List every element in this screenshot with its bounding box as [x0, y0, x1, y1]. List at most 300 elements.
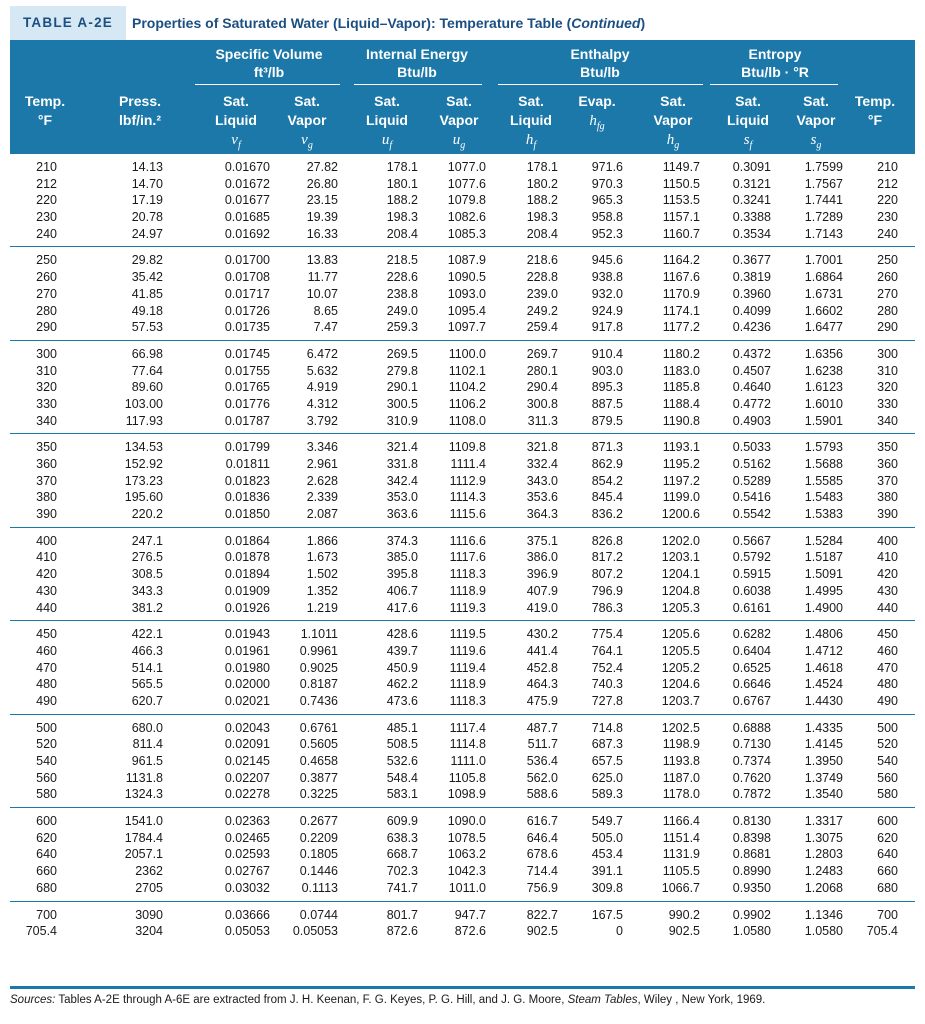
col-line1: Sat.: [735, 93, 761, 109]
table-cell: 450.9: [386, 660, 418, 675]
table-cell: 27.82: [306, 160, 338, 174]
table-cell: 1100.0: [448, 346, 486, 361]
table-cell: 343.0: [526, 473, 558, 488]
table-cell: 342.4: [386, 473, 418, 488]
table-cell: 514.1: [131, 660, 163, 675]
col-line3: [633, 130, 713, 155]
table-cell: 0.01811: [225, 457, 270, 471]
table-cell: 260: [36, 270, 57, 285]
table-cell: 300: [36, 346, 57, 361]
table-cell: 0.01685: [224, 210, 270, 225]
table-cell: 0.02000: [224, 677, 270, 692]
table-cell: 417.6: [386, 600, 418, 615]
table-cell: 453.4: [591, 847, 623, 862]
table-cell: 290: [36, 320, 57, 335]
table-cell: 280: [36, 303, 57, 318]
table-cell: 178.1: [386, 160, 418, 174]
table-row: [10, 363, 915, 380]
table-cell: 308.5: [131, 567, 163, 582]
group-name: Internal Energy: [366, 46, 468, 62]
table-cell: 1.2068: [804, 880, 843, 895]
table-cell: 230: [36, 210, 57, 225]
table-cell: 872.6: [454, 924, 486, 939]
table-cell: 464.3: [526, 677, 558, 692]
table-cell: 1131.8: [125, 770, 163, 785]
table-cell: 1095.4: [447, 303, 486, 318]
table-cell: 410: [877, 550, 898, 565]
table-row: [10, 676, 915, 693]
row-group: [10, 247, 915, 340]
col-line3: [5, 111, 85, 136]
table-cell: 0.6888: [732, 720, 771, 735]
col-symbol: $u_f$: [381, 132, 393, 151]
table-cell: 620: [877, 830, 898, 845]
col-line3: [267, 130, 347, 155]
table-cell: 134.53: [124, 440, 163, 455]
table-cell: 1166.4: [662, 814, 700, 829]
table-cell: 902.5: [668, 924, 700, 939]
row-group: [10, 902, 915, 944]
table-cell: 0.7436: [299, 693, 338, 708]
table-cell: 0.6404: [732, 643, 771, 658]
table-body: [10, 154, 915, 944]
table-cell: 0.01708: [224, 270, 270, 285]
table-cell: 381.2: [131, 600, 163, 615]
table-cell: 2.961: [306, 457, 338, 471]
table-cell: 0.01755: [224, 363, 270, 378]
table-cell: 1.4335: [804, 720, 843, 735]
table-cell: 1164.2: [662, 253, 700, 268]
table-cell: 807.2: [591, 567, 623, 582]
table-cell: 1085.3: [447, 226, 486, 241]
table-cell: 1111.0: [450, 754, 486, 768]
table-cell: 620: [36, 830, 57, 845]
table-cell: 340: [36, 413, 57, 428]
table-cell: 600: [36, 814, 57, 829]
table-cell: 1.219: [306, 600, 338, 615]
table-cell: 422.1: [131, 627, 163, 642]
table-cell: 7.47: [313, 320, 338, 335]
col-line2: Vapor: [653, 112, 693, 128]
table-cell: 167.5: [591, 907, 623, 922]
table-cell: 380: [36, 490, 57, 505]
table-cell: 428.6: [386, 627, 418, 642]
table-cell: 188.2: [386, 193, 418, 208]
table-cell: 2362: [135, 864, 163, 879]
table-cell: 0.7130: [732, 737, 771, 752]
col-line2: Liquid: [510, 112, 552, 128]
table-cell: 1119.6: [449, 643, 486, 658]
table-cell: 1115.6: [449, 507, 486, 522]
table-cell: 430.2: [526, 627, 558, 642]
table-cell: 609.9: [386, 814, 418, 829]
table-row: [10, 346, 915, 363]
table-cell: 0.02767: [224, 864, 270, 879]
col-line2: Evap.: [578, 93, 616, 109]
table-cell: 1.5585: [804, 473, 843, 488]
table-row: [10, 209, 915, 226]
table-cell: 1106.2: [448, 396, 486, 411]
table-cell: 1.5793: [804, 440, 843, 455]
column-header: [557, 92, 637, 136]
table-row: [10, 846, 915, 863]
table-cell: 452.8: [526, 660, 558, 675]
table-cell: 279.8: [386, 363, 418, 378]
table-cell: 395.8: [386, 567, 418, 582]
table-cell: 1118.9: [449, 677, 486, 692]
table-row: [10, 286, 915, 303]
table-cell: 536.4: [526, 754, 558, 768]
table-cell: 228.8: [526, 270, 558, 285]
group-header-enthalpy: [510, 45, 690, 81]
table-row: [10, 923, 915, 940]
table-cell: 1197.2: [662, 473, 700, 488]
table-cell: 208.4: [526, 226, 558, 241]
col-line2: Vapor: [796, 112, 836, 128]
table-cell: 700: [36, 907, 57, 922]
table-cell: 990.2: [668, 907, 700, 922]
table-cell: 1.6602: [804, 303, 843, 318]
table-cell: 0.5667: [732, 533, 771, 548]
table-cell: 0.01926: [224, 600, 270, 615]
table-cell: 218.6: [526, 253, 558, 268]
table-cell: 0.01787: [224, 413, 270, 428]
table-cell: 0.1446: [299, 864, 338, 879]
table-cell: 0.2209: [299, 830, 338, 845]
table-cell: 1.6238: [804, 363, 843, 378]
group-name: Enthalpy: [570, 46, 630, 62]
table-cell: 549.7: [591, 814, 623, 829]
table-cell: 796.9: [591, 583, 623, 598]
table-row: [10, 252, 915, 269]
table-cell: 20.78: [131, 210, 163, 225]
table-cell: 230: [877, 210, 898, 225]
table-cell: 1.673: [306, 550, 338, 565]
table-cell: 2.087: [306, 507, 338, 522]
table-cell: 1.7441: [804, 193, 843, 208]
table-cell: 1.352: [306, 583, 338, 598]
table-cell: 0: [616, 924, 623, 939]
table-cell: 1063.2: [447, 847, 486, 862]
table-cell: 1.4806: [804, 627, 843, 642]
table-cell: 0.6646: [732, 677, 771, 692]
table-cell: 270: [36, 286, 57, 301]
table-cell: 1183.0: [662, 363, 700, 378]
table-cell: 702.3: [386, 864, 418, 879]
table-row: [10, 269, 915, 286]
table-cell: 1205.2: [661, 660, 700, 675]
table-cell: 460: [36, 643, 57, 658]
table-cell: 1174.1: [662, 303, 700, 318]
table-row: [10, 226, 915, 243]
table-cell: 854.2: [591, 473, 623, 488]
table-cell: 0.01894: [224, 567, 270, 582]
table-cell: 1180.2: [662, 346, 700, 361]
table-cell: 198.3: [526, 210, 558, 225]
table-cell: 374.3: [386, 533, 418, 548]
table-cell: 520: [877, 737, 898, 752]
table-cell: 1170.9: [662, 286, 700, 301]
table-cell: 280.1: [526, 363, 558, 378]
table-cell: 6.472: [306, 346, 338, 361]
table-cell: 41.85: [131, 286, 163, 301]
table-cell: 439.7: [386, 643, 418, 658]
table-cell: 1.3075: [804, 830, 843, 845]
table-cell: 1.7289: [804, 210, 843, 225]
col-line2: Vapor: [439, 112, 479, 128]
table-cell: 0.01735: [224, 320, 270, 335]
table-cell: 13.83: [306, 253, 338, 268]
row-group: [10, 154, 915, 247]
table-cell: 1203.7: [661, 693, 700, 708]
table-cell: 620.7: [131, 693, 163, 708]
table-cell: 259.3: [386, 320, 418, 335]
table-cell: 1116.6: [449, 533, 486, 548]
col-line2: Temp.: [854, 93, 896, 109]
table-cell: 714.8: [591, 720, 623, 735]
table-cell: 638.3: [386, 830, 418, 845]
table-cell: 1.502: [306, 567, 338, 582]
column-header: [100, 92, 180, 136]
table-cell: 309.8: [591, 880, 623, 895]
table-cell: 1.4145: [804, 737, 843, 752]
table-cell: 1119.5: [449, 627, 486, 642]
table-cell: 77.64: [131, 363, 163, 378]
table-cell: 420: [36, 567, 57, 582]
table-cell: 212: [877, 176, 898, 191]
table-cell: 1205.3: [661, 600, 700, 615]
table-cell: 1.5091: [804, 567, 843, 582]
table-cell: 3204: [135, 924, 163, 939]
table-cell: 1.5483: [804, 490, 843, 505]
table-cell: 430: [877, 583, 898, 598]
table-cell: 947.7: [454, 907, 486, 922]
table-cell: 705.4: [866, 924, 898, 939]
table-cell: 370: [36, 473, 57, 488]
table-cell: 1.3540: [804, 787, 843, 802]
col-symbol: $v_f$: [231, 132, 241, 151]
table-cell: 0.3388: [732, 210, 771, 225]
table-cell: 660: [36, 864, 57, 879]
table-cell: 310.9: [386, 413, 418, 428]
table-cell: 1151.4: [662, 830, 700, 845]
table-cell: 450: [877, 627, 898, 642]
table-cell: 0.01672: [224, 176, 270, 191]
table-cell: 485.1: [386, 720, 418, 735]
table-cell: 386.0: [526, 550, 558, 565]
table-cell: 320: [36, 380, 57, 395]
table-cell: 239.0: [526, 286, 558, 301]
table-cell: 370: [877, 473, 898, 488]
table-cell: 480: [36, 677, 57, 692]
table-cell: 1204.1: [661, 567, 700, 582]
table-cell: 871.3: [591, 440, 623, 455]
col-symbol: $s_g$: [810, 132, 822, 151]
table-cell: 0.02145: [224, 754, 270, 768]
table-cell: 249.0: [386, 303, 418, 318]
table-row: [10, 319, 915, 336]
table-cell: 10.07: [306, 286, 338, 301]
table-cell: 560: [877, 770, 898, 785]
table-cell: 0.01980: [224, 660, 270, 675]
table-cell: 350: [877, 440, 898, 455]
column-header: [5, 92, 85, 136]
title-continued: Continued: [571, 15, 641, 31]
table-row: [10, 693, 915, 710]
table-cell: 440: [36, 600, 57, 615]
table-cell: 565.5: [131, 677, 163, 692]
table-cell: 212: [36, 176, 57, 191]
table-cell: 1117.4: [449, 720, 486, 735]
table-cell: 0.8398: [732, 830, 771, 845]
table-cell: 49.18: [131, 303, 163, 318]
table-cell: 0.02278: [224, 787, 270, 802]
table-cell: 1.4712: [804, 643, 843, 658]
table-cell: 1.6356: [804, 346, 843, 361]
table-cell: 0.05053: [224, 924, 270, 939]
table-row: [10, 489, 915, 506]
table-cell: 310: [877, 363, 898, 378]
table-cell: 1079.8: [447, 193, 486, 208]
table-cell: 0.3877: [299, 770, 338, 785]
table-cell: 971.6: [591, 160, 623, 174]
table-cell: 822.7: [526, 907, 558, 922]
table-cell: 0.02043: [224, 720, 270, 735]
table-cell: 198.3: [386, 210, 418, 225]
table-cell: 300.8: [526, 396, 558, 411]
table-cell: 0.4236: [732, 320, 771, 335]
table-cell: 462.2: [386, 677, 418, 692]
table-cell: 180.2: [526, 176, 558, 191]
col-line2: Liquid: [215, 112, 257, 128]
table-title-bar: [10, 6, 915, 40]
col-unit: lbf/in.²: [119, 112, 161, 128]
table-cell: 0.05053: [292, 924, 338, 939]
table-cell: 0.5605: [299, 737, 338, 752]
table-cell: 1205.5: [661, 643, 700, 658]
table-cell: 332.4: [526, 457, 558, 471]
table-cell: 1093.0: [447, 286, 486, 301]
col-line2: Liquid: [366, 112, 408, 128]
table-cell: 390: [877, 507, 898, 522]
table-cell: 29.82: [131, 253, 163, 268]
table-cell: 385.0: [386, 550, 418, 565]
table-cell: 1193.8: [662, 754, 700, 768]
table-cell: 1204.8: [661, 583, 700, 598]
table-cell: 311.3: [527, 413, 558, 428]
row-group: [10, 341, 915, 434]
table-cell: 0.01878: [224, 550, 270, 565]
table-cell: 1202.5: [661, 720, 700, 735]
table-cell: 872.6: [386, 924, 418, 939]
table-cell: 600: [877, 814, 898, 829]
table-cell: 0.01677: [224, 193, 270, 208]
table-cell: 1.2483: [804, 864, 843, 879]
table-cell: 240: [36, 226, 57, 241]
table-cell: 3.792: [306, 413, 338, 428]
table-cell: 0.9350: [732, 880, 771, 895]
table-cell: 290: [877, 320, 898, 335]
table-cell: 238.8: [386, 286, 418, 301]
table-cell: 3090: [135, 907, 163, 922]
table-row: [10, 192, 915, 209]
table-cell: 0.3121: [732, 176, 771, 191]
table-cell: 1203.1: [661, 550, 700, 565]
table-cell: 520: [36, 737, 57, 752]
table-cell: 1.4995: [804, 583, 843, 598]
table-cell: 1.5383: [804, 507, 843, 522]
table-cell: 330: [36, 396, 57, 411]
table-cell: 210: [877, 160, 898, 174]
table-cell: 0.7374: [732, 754, 771, 768]
table-cell: 741.7: [386, 880, 418, 895]
table-row: [10, 456, 915, 473]
table-cell: 1.5284: [804, 533, 843, 548]
table-cell: 1097.7: [447, 320, 486, 335]
table-row: [10, 549, 915, 566]
table-cell: 290.1: [386, 380, 418, 395]
table-cell: 330: [877, 396, 898, 411]
group-name: Entropy: [748, 46, 802, 62]
table-cell: 390: [36, 507, 57, 522]
table-cell: 1117.6: [449, 550, 486, 565]
col-line1: Sat.: [446, 93, 472, 109]
table-cell: 845.4: [591, 490, 623, 505]
table-cell: 817.2: [591, 550, 623, 565]
table-cell: 1.1011: [300, 627, 338, 642]
table-cell: 0.7872: [732, 787, 771, 802]
col-line1: Sat.: [294, 93, 320, 109]
table-cell: 958.8: [591, 210, 623, 225]
table-cell: 0.5289: [732, 473, 771, 488]
table-cell: 740.3: [591, 677, 623, 692]
table-cell: 0.01745: [224, 346, 270, 361]
table-cell: 0.8130: [732, 814, 771, 829]
table-cell: 430: [36, 583, 57, 598]
table-cell: 350: [36, 440, 57, 455]
table-cell: 4.312: [306, 396, 338, 411]
table-cell: 380: [877, 490, 898, 505]
table-cell: 0.4772: [732, 396, 771, 411]
table-row: [10, 159, 915, 176]
table-cell: 89.60: [131, 380, 163, 395]
table-cell: 1.4618: [804, 660, 843, 675]
table-cell: 2057.1: [124, 847, 163, 862]
table-cell: 1111.4: [450, 457, 486, 471]
table-bottom-rule: [10, 986, 915, 989]
table-cell: 375.1: [526, 533, 558, 548]
table-cell: 240: [877, 226, 898, 241]
table-cell: 1.0580: [804, 924, 843, 939]
group-header-internal-energy: [350, 45, 484, 81]
table-cell: 1784.4: [124, 830, 163, 845]
table-cell: 1105.8: [448, 770, 486, 785]
table-cell: 0.01717: [224, 286, 270, 301]
table-cell: 331.8: [386, 457, 418, 471]
group-divider: [710, 84, 838, 85]
col-line2: Liquid: [727, 112, 769, 128]
table-cell: 0.5033: [732, 440, 771, 455]
table-cell: 210: [36, 160, 57, 174]
table-cell: 616.7: [526, 814, 558, 829]
table-cell: 961.5: [131, 754, 163, 768]
table-cell: 250: [36, 253, 57, 268]
table-cell: 220: [877, 193, 898, 208]
table-cell: 1149.7: [662, 160, 700, 174]
table-cell: 680.0: [131, 720, 163, 735]
table-cell: 0.01850: [224, 507, 270, 522]
table-cell: 1.1346: [804, 907, 843, 922]
